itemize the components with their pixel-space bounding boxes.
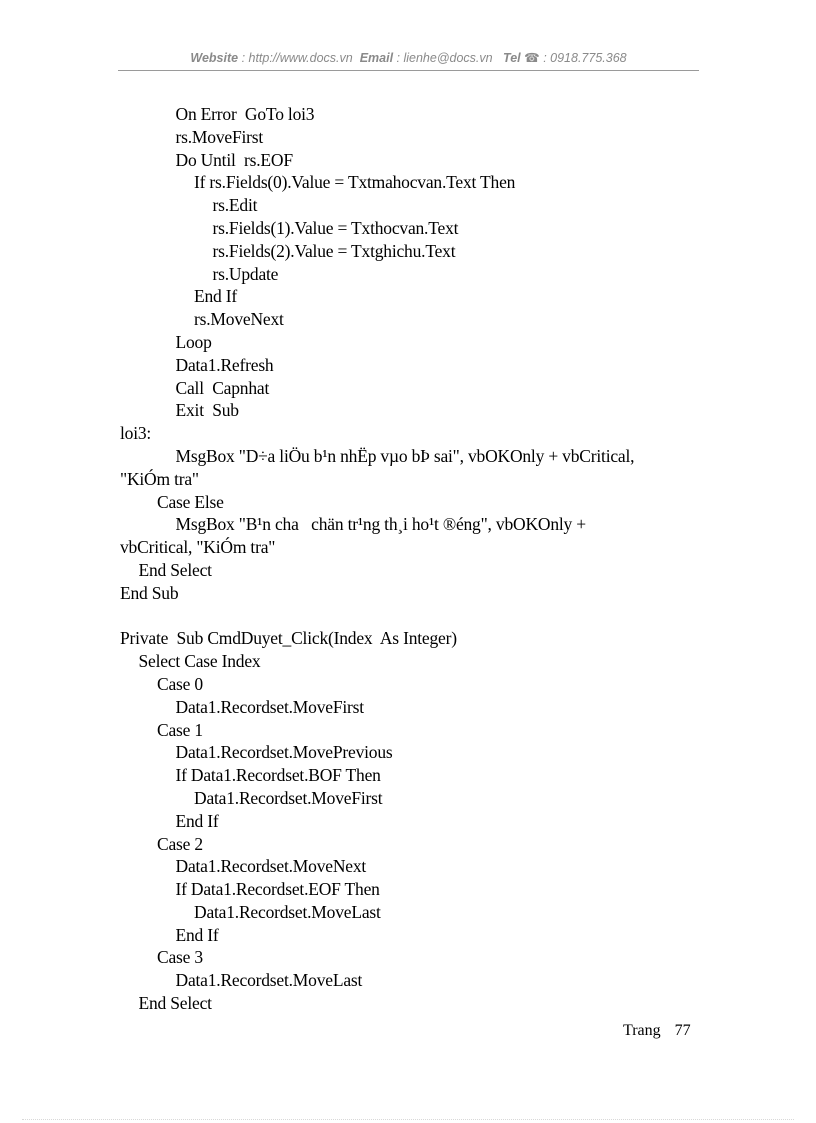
page-header — [118, 50, 699, 65]
page-label: Trang — [623, 1022, 661, 1039]
code-line: Exit Sub — [175, 400, 239, 421]
website-value: : http://www.docs.vn — [241, 51, 353, 65]
code-line: Data1.Refresh — [175, 354, 274, 375]
code-line: Data1.Recordset.MoveNext — [175, 856, 367, 877]
code-line: "KiÓm tra" — [120, 468, 199, 489]
page-footer — [623, 1022, 691, 1040]
code-line: Do Until rs.EOF — [175, 149, 293, 170]
code-line: Data1.Recordset.MoveFirst — [194, 787, 383, 808]
code-line: Private Sub CmdDuyet_Click(Index As Integer) — [120, 628, 457, 649]
code-line: Loop — [175, 331, 212, 352]
code-line: rs.MoveNext — [194, 309, 284, 330]
code-line: If Data1.Recordset.BOF Then — [175, 765, 381, 786]
header-divider — [118, 70, 699, 71]
code-listing — [120, 103, 700, 1015]
code-line: Select Case Index — [138, 651, 261, 672]
phone-icon: ☎ — [524, 51, 540, 65]
code-line: End If — [175, 924, 219, 945]
code-line: vbCritical, "KiÓm tra" — [120, 537, 276, 558]
code-line: rs.Update — [212, 263, 279, 284]
code-line: Data1.Recordset.MovePrevious — [175, 742, 393, 763]
code-line: If rs.Fields(0).Value = Txtmahocvan.Text Then — [194, 172, 516, 193]
page-number: 77 — [674, 1022, 691, 1039]
code-line: rs.Fields(2).Value = Txtghichu.Text — [212, 240, 456, 261]
tel-label: Tel — [503, 51, 521, 65]
code-line: rs.MoveFirst — [175, 126, 264, 147]
code-line: Case 1 — [157, 719, 203, 740]
code-line: Call Capnhat — [175, 377, 270, 398]
code-line: Case 2 — [157, 833, 203, 854]
code-line: On Error GoTo loi3 — [175, 104, 315, 124]
website-label: Website — [190, 51, 239, 65]
code-line: End Sub — [120, 582, 179, 603]
code-line: MsgBox "D÷a liÖu b¹n nhËp vµo bÞ sai", vbOKOnly + vbCritical, — [175, 445, 635, 466]
code-line: End Select — [138, 993, 212, 1014]
bottom-divider — [22, 1119, 794, 1120]
code-line: Case Else — [157, 491, 224, 512]
email-value: : lienhe@docs.vn — [396, 51, 493, 65]
code-line — [120, 605, 700, 628]
code-line: rs.Fields(1).Value = Txthocvan.Text — [212, 217, 459, 238]
code-line: If Data1.Recordset.EOF Then — [175, 879, 380, 900]
code-line: End If — [194, 286, 238, 307]
code-line: Data1.Recordset.MoveLast — [194, 901, 381, 922]
code-line: Data1.Recordset.MoveFirst — [175, 696, 364, 717]
code-line: MsgBox "B¹n cha chän tr¹ng th¸i ho¹t ®éng", vbOKOnly + — [175, 514, 586, 535]
tel-value: : 0918.775.368 — [543, 51, 627, 65]
code-line: loi3: — [120, 423, 152, 444]
code-line: rs.Edit — [212, 195, 258, 216]
code-line: End Select — [138, 559, 212, 580]
code-line: Case 3 — [157, 947, 203, 968]
code-line: End If — [175, 810, 219, 831]
code-line: Data1.Recordset.MoveLast — [175, 970, 363, 991]
email-label: Email — [359, 51, 394, 65]
code-line: Case 0 — [157, 673, 203, 694]
